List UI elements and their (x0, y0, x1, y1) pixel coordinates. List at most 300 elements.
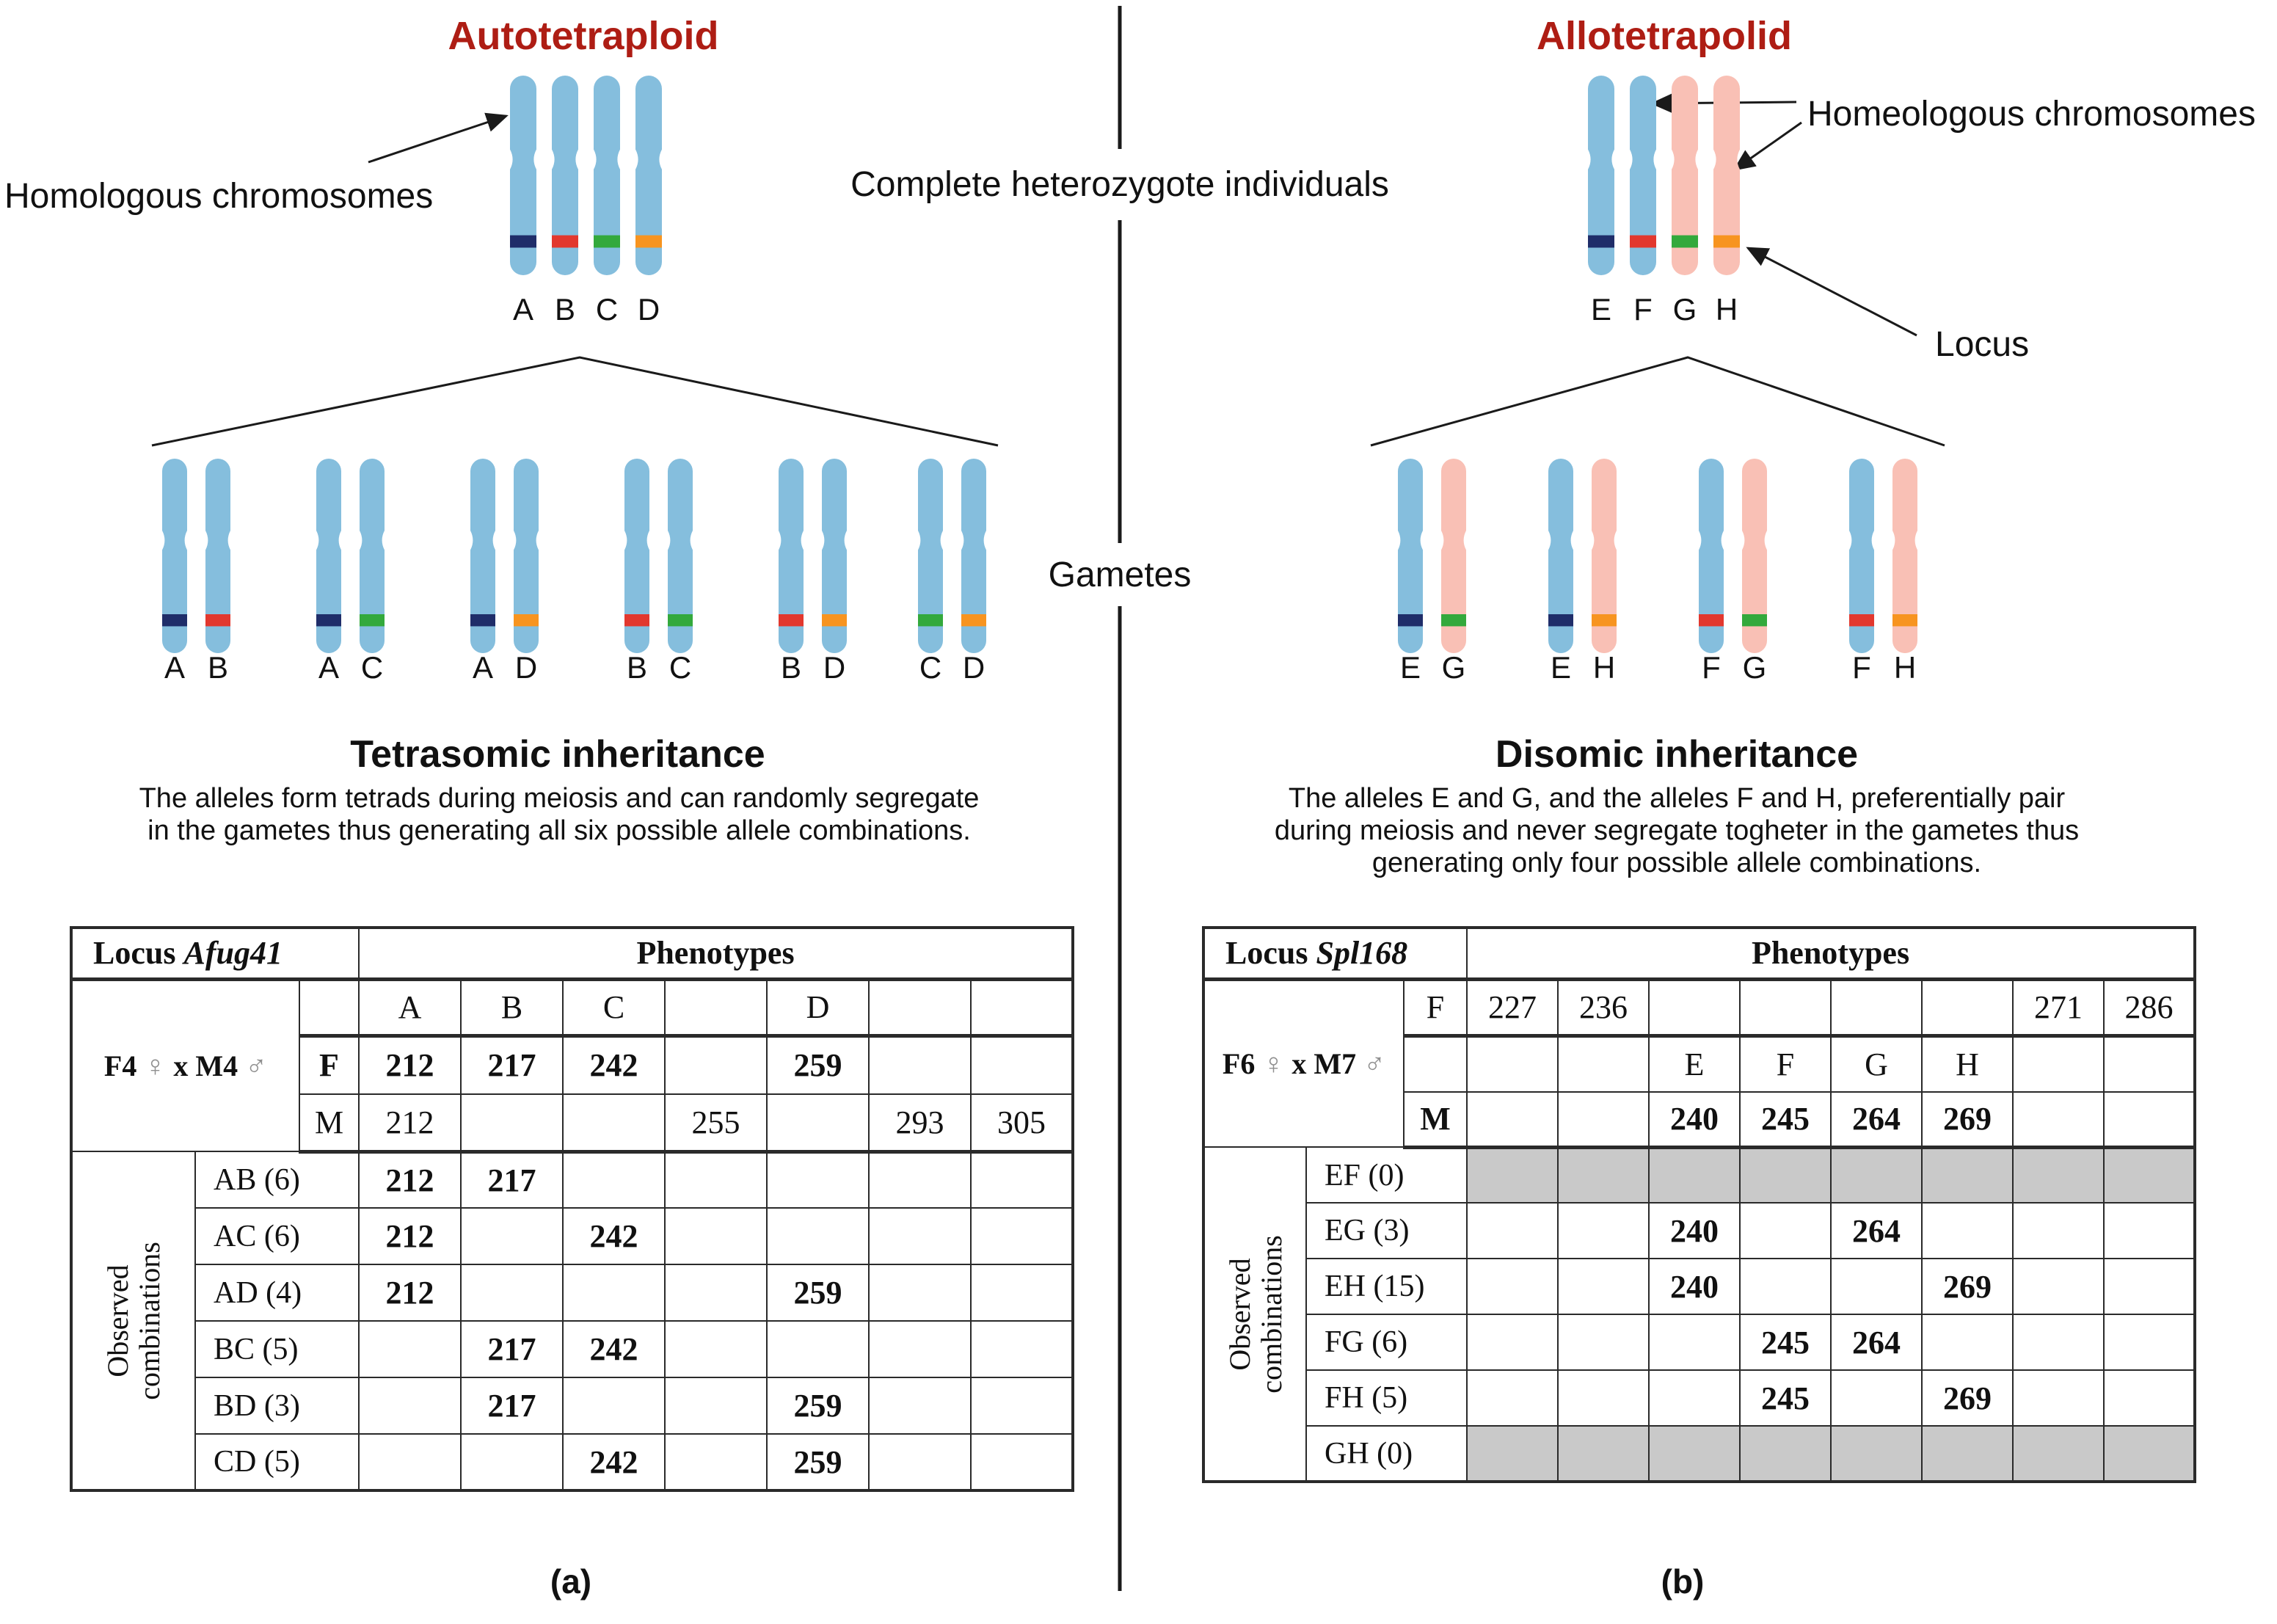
locus-band (1742, 614, 1767, 626)
phenotype-value-cell: 236 (1558, 979, 1649, 1035)
chromosome-shape (1742, 459, 1767, 653)
combination-value-cell (1922, 1147, 2013, 1203)
tetrasomic-inheritance-title: Tetrasomic inheritance (350, 733, 765, 776)
phenotype-value-cell (563, 1094, 665, 1151)
locus-band (1398, 614, 1423, 626)
combination-value-cell (869, 1321, 971, 1377)
combination-value-cell (1467, 1147, 1558, 1203)
figure-letter-a: (a) (550, 1562, 592, 1601)
locus-band (510, 236, 536, 248)
chromosome-shape (510, 76, 536, 275)
allele-letter-label: H (1715, 292, 1738, 327)
chromosome-shape (1441, 459, 1466, 653)
combination-label-cell: EF (0) (1306, 1147, 1467, 1203)
combination-value-cell (869, 1377, 971, 1434)
allele-letter-label: C (919, 650, 942, 685)
chromosome-shape (360, 459, 385, 653)
allele-letter-label: A (164, 650, 186, 685)
allele-letter-label: D (637, 292, 660, 327)
cross-label-cell: F4 ♀ x M4 ♂ (71, 979, 299, 1151)
allele-letter-label: D (962, 650, 986, 685)
gender-symbol: ♂ (1363, 1046, 1386, 1080)
combination-value-cell (359, 1434, 461, 1490)
combination-value-cell (1558, 1314, 1649, 1370)
chromosome (205, 459, 230, 657)
allele-letter-label: H (1893, 650, 1917, 685)
phenotype-value-cell: 271 (2013, 979, 2104, 1035)
homeologous-arrow-2 (1735, 123, 1801, 170)
combination-value-cell (359, 1321, 461, 1377)
gamete-branch-lines-b (1371, 357, 1945, 445)
allele-letter-label: D (823, 650, 846, 685)
combination-value-cell: 217 (461, 1151, 563, 1208)
allele-letter-cell: D (767, 979, 869, 1035)
combination-value-cell (461, 1208, 563, 1264)
description-line: generating only four possible allele combinations. (1371, 848, 1982, 879)
chromosome-shape (205, 459, 230, 653)
genotype-table (70, 926, 1074, 1492)
allele-letter-cell: B (461, 979, 563, 1035)
homologous-chromosomes-label: Homologous chromosomes (4, 177, 434, 216)
locus-header-cell: Locus Spl168 (1203, 928, 1467, 979)
allele-letter-cell: G (1831, 1035, 1922, 1092)
chromosome-shape (1892, 459, 1917, 653)
combination-value-cell: 217 (461, 1377, 563, 1434)
combination-label-cell: BD (3) (195, 1377, 359, 1434)
combination-value-cell (2104, 1314, 2195, 1370)
combination-value-cell (1831, 1426, 1922, 1482)
allele-letter-cell (869, 979, 971, 1035)
chromosome (1672, 76, 1698, 279)
phenotype-value-cell: 259 (767, 1035, 869, 1094)
combination-label-cell: FG (6) (1306, 1314, 1467, 1370)
chromosome-shape (918, 459, 943, 653)
row-label-cell (299, 979, 359, 1035)
locus-band (1892, 614, 1917, 626)
combination-value-cell (1922, 1426, 2013, 1482)
phenotype-value-cell (2104, 1092, 2195, 1147)
phenotype-value-cell: 255 (665, 1094, 767, 1151)
chromosome (635, 76, 662, 279)
combination-value-cell (971, 1434, 1073, 1490)
gender-symbol: ♀ (1262, 1046, 1285, 1080)
chromosome (316, 459, 341, 657)
combination-value-cell: 264 (1831, 1203, 1922, 1259)
phenotype-value-cell (1649, 979, 1740, 1035)
allele-letter-cell (971, 979, 1073, 1035)
observed-combinations-label-cell (1203, 1147, 1306, 1482)
observed-combinations-label-cell (71, 1151, 195, 1490)
combination-label-cell: AB (6) (195, 1151, 359, 1208)
tetrasomic-description (139, 782, 980, 847)
allele-letter-cell (1558, 1035, 1649, 1092)
homologous-arrow (368, 116, 506, 162)
phenotype-value-cell: 269 (1922, 1092, 2013, 1147)
allele-letter-label: B (626, 650, 648, 685)
chromosome-shape (1588, 76, 1614, 275)
combination-value-cell: 242 (563, 1208, 665, 1264)
allele-letter-label: G (1441, 650, 1466, 685)
chromosome (1713, 76, 1740, 279)
chromosome-shape (552, 76, 578, 275)
gametes-label: Gametes (1048, 556, 1192, 594)
observed-combinations-label: Observed combinations (1223, 1234, 1288, 1394)
phenotype-value-cell (869, 1035, 971, 1094)
combination-value-cell (869, 1151, 971, 1208)
combination-value-cell (2104, 1147, 2195, 1203)
phenotype-value-cell: 293 (869, 1094, 971, 1151)
phenotype-value-cell: 240 (1649, 1092, 1740, 1147)
combination-value-cell (665, 1377, 767, 1434)
cross-label-cell: F6 ♀ x M7 ♂ (1203, 979, 1404, 1147)
locus-band (552, 236, 578, 248)
chromosome (1441, 459, 1466, 657)
allele-letter-cell: H (1922, 1035, 2013, 1092)
locus-band (1548, 614, 1573, 626)
chromosome (779, 459, 804, 657)
combination-label-cell: GH (0) (1306, 1426, 1467, 1482)
disomic-inheritance-title: Disomic inheritance (1495, 733, 1859, 776)
allele-letter-label: B (207, 650, 229, 685)
allele-letter-label: G (1742, 650, 1767, 685)
allele-letter-label: A (512, 292, 534, 327)
observed-combinations-label: Observed combinations (101, 1241, 166, 1400)
phenotype-value-cell (1558, 1092, 1649, 1147)
combination-label-cell: BC (5) (195, 1321, 359, 1377)
combination-value-cell (359, 1377, 461, 1434)
combination-value-cell (1649, 1314, 1740, 1370)
chromosome-shape (1398, 459, 1423, 653)
combination-value-cell (1467, 1203, 1558, 1259)
phenotypes-header-cell: Phenotypes (359, 928, 1073, 979)
combination-value-cell (1831, 1147, 1922, 1203)
chromosome-shape (1548, 459, 1573, 653)
allele-letter-label: B (554, 292, 576, 327)
chromosome-shape (594, 76, 620, 275)
locus-band (162, 614, 187, 626)
combination-value-cell: 259 (767, 1377, 869, 1434)
allele-letter-label: D (514, 650, 538, 685)
combination-value-cell: 242 (563, 1434, 665, 1490)
phenotype-value-cell (767, 1094, 869, 1151)
phenotype-value-cell (1922, 979, 2013, 1035)
description-line: The alleles form tetrads during meiosis and can randomly segregate (139, 783, 980, 814)
combination-label-cell: FH (5) (1306, 1370, 1467, 1426)
combination-value-cell (1467, 1426, 1558, 1482)
locus-arrow (1748, 248, 1917, 335)
locus-band (1713, 236, 1740, 248)
description-line: The alleles E and G, and the alleles F and H, preferentially pair (1288, 783, 2066, 814)
allele-letter-label: A (472, 650, 494, 685)
combination-value-cell (2013, 1370, 2104, 1426)
chromosome (1742, 459, 1767, 657)
allele-letter-cell (2013, 1035, 2104, 1092)
allele-letter-label: F (1702, 650, 1721, 685)
allele-letter-cell: C (563, 979, 665, 1035)
combination-value-cell (461, 1264, 563, 1321)
locus-band (360, 614, 385, 626)
phenotypes-header-cell: Phenotypes (1467, 928, 2195, 979)
combination-value-cell (1831, 1370, 1922, 1426)
locus-band (635, 236, 662, 248)
combination-value-cell (1740, 1147, 1831, 1203)
locus-band (1699, 614, 1724, 626)
chromosome (624, 459, 649, 657)
row-label-cell: M (1404, 1092, 1467, 1147)
description-line: in the gametes thus generating all six possible allele combinations. (147, 815, 971, 847)
panel-b-title: Allotetrapolid (1537, 14, 1792, 58)
genotype-table (1202, 926, 2196, 1483)
allele-letter-cell (2104, 1035, 2195, 1092)
combination-value-cell: 259 (767, 1434, 869, 1490)
locus-band (1849, 614, 1874, 626)
phenotype-value-cell (1831, 979, 1922, 1035)
allele-letter-label: G (1672, 292, 1697, 327)
gender-symbol: ♀ (144, 1049, 167, 1082)
combination-value-cell (869, 1434, 971, 1490)
allele-letter-label: H (1592, 650, 1616, 685)
combination-value-cell (1922, 1314, 2013, 1370)
combination-value-cell (563, 1264, 665, 1321)
combination-value-cell (2013, 1147, 2104, 1203)
chromosome-shape (1699, 459, 1724, 653)
chromosome-shape (1672, 76, 1698, 275)
allele-letter-label: F (1633, 292, 1653, 327)
combination-value-cell: 269 (1922, 1259, 2013, 1314)
combination-value-cell (1467, 1259, 1558, 1314)
combination-value-cell (869, 1264, 971, 1321)
allele-letter-cell: A (359, 979, 461, 1035)
combination-value-cell (1558, 1370, 1649, 1426)
combination-value-cell: 264 (1831, 1314, 1922, 1370)
combination-value-cell (2104, 1259, 2195, 1314)
combination-label-cell: AD (4) (195, 1264, 359, 1321)
chromosome-shape (162, 459, 187, 653)
combination-value-cell (2013, 1426, 2104, 1482)
allele-letter-label: A (318, 650, 340, 685)
combination-value-cell (1649, 1147, 1740, 1203)
locus-band (624, 614, 649, 626)
combination-value-cell (971, 1208, 1073, 1264)
chromosome (961, 459, 986, 657)
chromosome (1699, 459, 1724, 657)
chromosome-shape (668, 459, 693, 653)
combination-value-cell (1467, 1370, 1558, 1426)
allele-letter-label: E (1399, 650, 1421, 685)
allele-letter-cell: F (1740, 1035, 1831, 1092)
locus-band (779, 614, 804, 626)
combination-value-cell (2104, 1203, 2195, 1259)
chromosome (1630, 76, 1656, 279)
locus-band (822, 614, 847, 626)
allele-letter-label: E (1590, 292, 1612, 327)
combination-value-cell (1558, 1259, 1649, 1314)
combination-value-cell: 212 (359, 1208, 461, 1264)
gender-symbol: ♂ (245, 1049, 268, 1082)
description-line: during meiosis and never segregate togheter in the gametes thus (1274, 815, 2080, 847)
locus-band (1592, 614, 1617, 626)
locus-band (470, 614, 495, 626)
chromosome-shape (470, 459, 495, 653)
locus-band (961, 614, 986, 626)
combination-value-cell: 245 (1740, 1370, 1831, 1426)
combination-value-cell (461, 1434, 563, 1490)
combination-value-cell: 269 (1922, 1370, 2013, 1426)
combination-value-cell (665, 1264, 767, 1321)
disomic-description (1275, 782, 2079, 879)
allele-letter-label: F (1852, 650, 1871, 685)
chromosome-shape (779, 459, 804, 653)
combination-value-cell (2013, 1314, 2104, 1370)
allele-letter-cell (665, 979, 767, 1035)
gamete-branch-lines-a (152, 357, 998, 445)
combination-value-cell: 212 (359, 1151, 461, 1208)
combination-value-cell: 259 (767, 1264, 869, 1321)
locus-band (316, 614, 341, 626)
allele-letter-label: E (1550, 650, 1572, 685)
combination-value-cell (767, 1208, 869, 1264)
combination-value-cell (1740, 1203, 1831, 1259)
combination-value-cell: 242 (563, 1321, 665, 1377)
chromosome-shape (1713, 76, 1740, 275)
locus-band (1672, 236, 1698, 248)
locus-band (668, 614, 693, 626)
phenotype-value-cell (665, 1035, 767, 1094)
chromosome (514, 459, 539, 657)
chromosome (510, 76, 536, 279)
combination-value-cell (665, 1151, 767, 1208)
combination-value-cell (869, 1208, 971, 1264)
locus-band (1441, 614, 1466, 626)
chromosome (1849, 459, 1874, 657)
phenotype-value-cell: 242 (563, 1035, 665, 1094)
allele-letter-label: C (360, 650, 384, 685)
chromosome-shape (316, 459, 341, 653)
chromosome (360, 459, 385, 657)
chromosome-shape (822, 459, 847, 653)
combination-label-cell: AC (6) (195, 1208, 359, 1264)
phenotype-value-cell (1467, 1092, 1558, 1147)
combination-value-cell (1558, 1203, 1649, 1259)
row-label-cell: F (1404, 979, 1467, 1035)
combination-value-cell (1558, 1147, 1649, 1203)
combination-value-cell (1922, 1203, 2013, 1259)
combination-value-cell (971, 1264, 1073, 1321)
locus-band (205, 614, 230, 626)
combination-value-cell (2013, 1259, 2104, 1314)
chromosome-shape (1630, 76, 1656, 275)
chromosome-shape (961, 459, 986, 653)
chromosome-shape (514, 459, 539, 653)
chromosome (162, 459, 187, 657)
allele-letter-cell: E (1649, 1035, 1740, 1092)
chromosome (1398, 459, 1423, 657)
combination-value-cell (1740, 1259, 1831, 1314)
complete-heterozygote-label: Complete heterozygote individuals (850, 165, 1389, 204)
panel-a-title: Autotetraploid (448, 14, 719, 58)
combination-value-cell (665, 1321, 767, 1377)
combination-value-cell (1467, 1314, 1558, 1370)
combination-value-cell: 245 (1740, 1314, 1831, 1370)
combination-value-cell (971, 1321, 1073, 1377)
chromosome-shape (1592, 459, 1617, 653)
combination-value-cell (2104, 1426, 2195, 1482)
chromosome-shape (624, 459, 649, 653)
locus-header-cell: Locus Afug41 (71, 928, 359, 979)
combination-value-cell: 240 (1649, 1259, 1740, 1314)
chromosome (1588, 76, 1614, 279)
row-label-cell: M (299, 1094, 359, 1151)
chromosome (594, 76, 620, 279)
chromosome (552, 76, 578, 279)
combination-value-cell (1558, 1426, 1649, 1482)
row-label-cell (1404, 1035, 1467, 1092)
combination-value-cell (2013, 1203, 2104, 1259)
homeologous-chromosomes-label: Homeologous chromosomes (1807, 95, 2256, 134)
allele-letter-cell (1467, 1035, 1558, 1092)
chromosome (1592, 459, 1617, 657)
combination-value-cell (767, 1151, 869, 1208)
combination-value-cell (563, 1377, 665, 1434)
combination-value-cell: 240 (1649, 1203, 1740, 1259)
phenotype-value-cell: 217 (461, 1035, 563, 1094)
allele-letter-label: B (780, 650, 802, 685)
phenotype-value-cell: 305 (971, 1094, 1073, 1151)
combination-value-cell (1740, 1426, 1831, 1482)
locus-label: Locus (1935, 325, 2030, 364)
locus-band (514, 614, 539, 626)
combination-value-cell (1649, 1426, 1740, 1482)
figure-letter-b: (b) (1661, 1562, 1705, 1601)
combination-value-cell (1649, 1370, 1740, 1426)
chromosome (1548, 459, 1573, 657)
phenotype-value-cell: 212 (359, 1094, 461, 1151)
combination-value-cell (2104, 1370, 2195, 1426)
locus-band (918, 614, 943, 626)
phenotype-value-cell: 245 (1740, 1092, 1831, 1147)
locus-band (1630, 236, 1656, 248)
combination-value-cell (1831, 1259, 1922, 1314)
chromosome (822, 459, 847, 657)
combination-value-cell (563, 1151, 665, 1208)
combination-value-cell (971, 1151, 1073, 1208)
allele-letter-label: C (668, 650, 692, 685)
chromosome (470, 459, 495, 657)
combination-value-cell: 212 (359, 1264, 461, 1321)
combination-value-cell (767, 1321, 869, 1377)
chromosome-shape (1849, 459, 1874, 653)
phenotype-value-cell (1740, 979, 1831, 1035)
phenotype-value-cell (971, 1035, 1073, 1094)
phenotype-value-cell (461, 1094, 563, 1151)
combination-value-cell (665, 1208, 767, 1264)
combination-value-cell: 217 (461, 1321, 563, 1377)
combination-value-cell (665, 1434, 767, 1490)
phenotype-value-cell: 227 (1467, 979, 1558, 1035)
chromosome (918, 459, 943, 657)
chromosome (668, 459, 693, 657)
phenotype-value-cell: 264 (1831, 1092, 1922, 1147)
combination-label-cell: EH (15) (1306, 1259, 1467, 1314)
combination-label-cell: CD (5) (195, 1434, 359, 1490)
allele-letter-label: C (595, 292, 619, 327)
locus-band (1588, 236, 1614, 248)
chromosome-shape (635, 76, 662, 275)
locus-band (594, 236, 620, 248)
combination-label-cell: EG (3) (1306, 1203, 1467, 1259)
phenotype-value-cell: 212 (359, 1035, 461, 1094)
phenotype-value-cell (2013, 1092, 2104, 1147)
